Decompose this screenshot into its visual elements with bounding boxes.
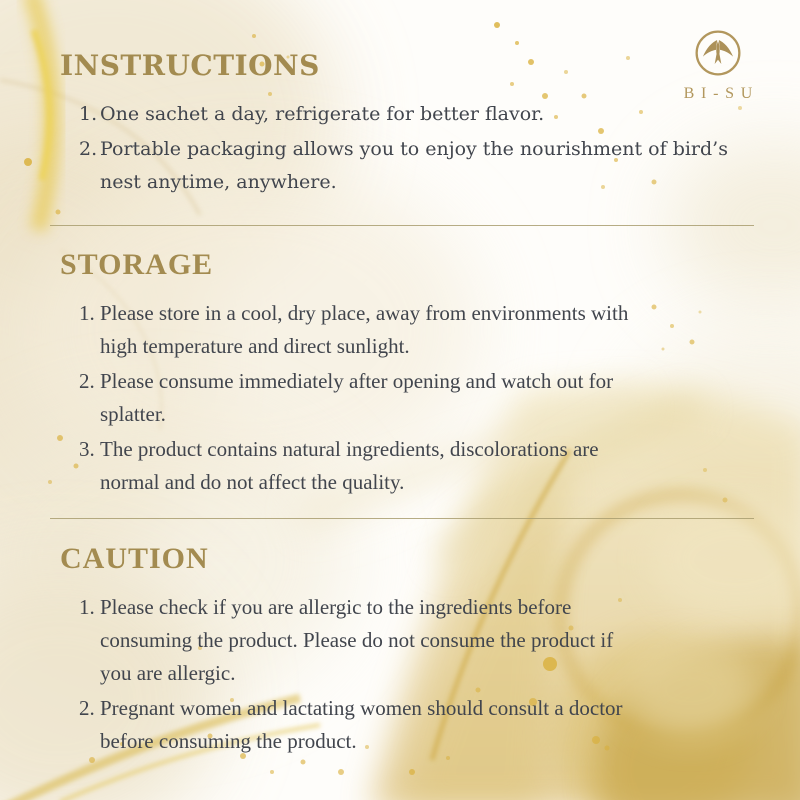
item-text: Please consume immediately after opening and watch out for splatter. — [100, 369, 614, 426]
item-text: Portable packaging allows you to enjoy the nourishment of bird’s nest anytime, anywhere. — [100, 138, 728, 193]
section-divider — [50, 518, 754, 519]
list-item — [60, 133, 750, 199]
list-item — [60, 692, 750, 758]
section-caution — [60, 543, 750, 758]
section-title-instructions: INSTRUCTIONS — [60, 49, 320, 82]
item-number: 1. — [79, 103, 98, 125]
caution-list — [60, 591, 750, 758]
item-text: One sachet a day, refrigerate for better flavor. — [100, 103, 545, 125]
instructions-list — [60, 98, 750, 199]
item-number: 1. — [79, 301, 95, 325]
item-text: Please store in a cool, dry place, away from environments with high temperature and direct sunlight. — [100, 301, 629, 358]
brand-name: BI-SU — [683, 85, 760, 102]
item-text: Pregnant women and lactating women should consult a doctor before consuming the product. — [100, 696, 623, 753]
item-number: 2. — [79, 138, 98, 160]
storage-list — [60, 297, 750, 499]
list-item — [60, 591, 750, 690]
item-number: 2. — [79, 369, 95, 393]
item-text: The product contains natural ingredients, discolorations are normal and do not affect the quality. — [100, 437, 599, 494]
swallow-bird-icon — [693, 28, 743, 78]
item-text: Please check if you are allergic to the ingredients before consuming the product. Please do not consume the product if you are allergic. — [100, 595, 614, 685]
section-instructions — [60, 50, 750, 199]
brand-logo — [652, 28, 784, 103]
item-number: 1. — [79, 595, 95, 619]
item-number: 3. — [79, 437, 95, 461]
list-item — [60, 433, 750, 499]
section-title-caution: CAUTION — [60, 542, 209, 575]
section-storage — [60, 249, 750, 499]
section-title-storage: STORAGE — [60, 248, 214, 281]
list-item — [60, 98, 750, 131]
item-number: 2. — [79, 696, 95, 720]
list-item — [60, 297, 750, 363]
list-item — [60, 365, 750, 431]
section-divider — [50, 225, 754, 226]
